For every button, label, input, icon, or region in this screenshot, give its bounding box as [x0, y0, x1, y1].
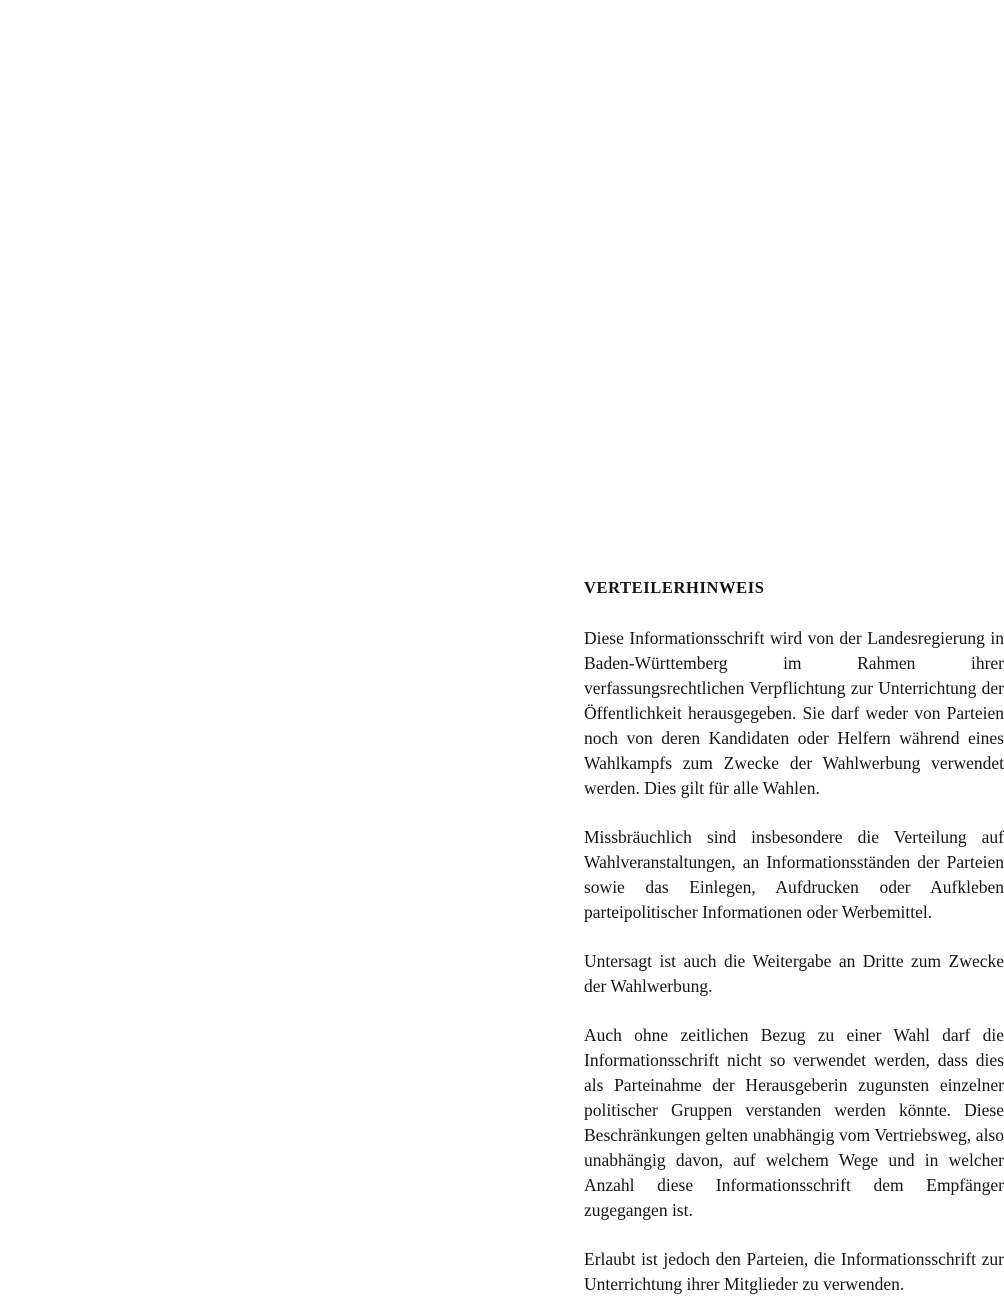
paragraph: Auch ohne zeitlichen Bezug zu einer Wahl darf die Informationsschrift nicht so verwendet werden, dass dies als Parteinahme der Herausgeberin zugunsten einzelner politischer Gruppen verstanden werden könnte. Diese Beschränkungen gelten unabhängig vom Vertriebsweg, also unabhängig davon, auf welchem Wege und in welcher Anzahl diese Informationsschrift dem Empfänger zugegangen ist.: [584, 1024, 1004, 1220]
section-heading: VERTEILERHINWEIS: [584, 578, 765, 597]
paragraph: Erlaubt ist jedoch den Parteien, die Informationsschrift zur Unterrichtung ihrer Mitglieder zu verwenden.: [584, 1248, 1004, 1294]
paragraph: Diese Informationsschrift wird von der Landesregierung in Baden-Württemberg im Rahmen ihrer verfassungsrechtlichen Verpflichtung zur Unterrichtung der Öffentlichkeit herausgegeben. Sie darf weder von Parteien noch von deren Kandidaten oder Helfern während eines Wahlkampfs zum Zwecke der Wahlwerbung verwendet werden. Dies gilt für alle Wahlen.: [584, 627, 1004, 798]
paragraph: Untersagt ist auch die Weitergabe an Dritte zum Zwecke der Wahlwerbung.: [584, 950, 1004, 996]
paragraph: Missbräuchlich sind insbesondere die Verteilung auf Wahlveranstaltungen, an Informationsständen der Parteien sowie das Einlegen, Aufdrucken oder Aufkleben parteipolitischer Informationen oder Werbemittel.: [584, 826, 1004, 922]
verteilerhinweis-section: [584, 578, 1004, 1297]
